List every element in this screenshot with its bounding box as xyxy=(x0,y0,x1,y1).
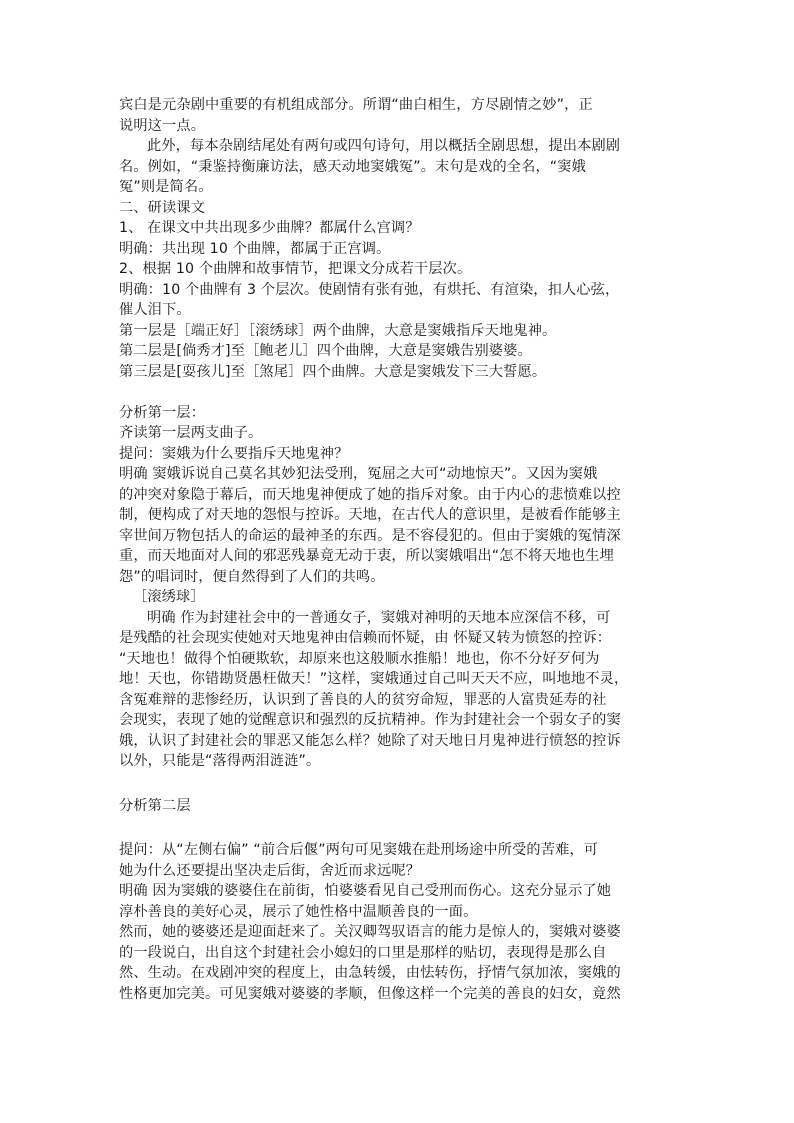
answer-line: 明确：10 个曲牌有 3 个层次。使剧情有张有弛，有烘托、有渲染，扣人心弦， xyxy=(119,281,620,298)
layer-line: 第三层是[耍孩儿]至［煞尾］四个曲牌。大意是窦娥发下三大誓愿。 xyxy=(119,363,547,380)
answer-line: 明确 因为窦娥的婆婆住在前街，怕婆婆看见自己受刑而伤心。这充分显示了她 xyxy=(119,883,612,899)
spacer xyxy=(119,382,679,403)
paragraph-line: 然而，她的婆婆还是迎面赶来了。关汉卿驾驭语言的能力是惊人的，窦娥对婆婆 xyxy=(119,924,621,940)
answer-line: 淳朴善良的美好心灵，展示了她性格中温顺善良的一面。 xyxy=(119,903,478,920)
answer-line: 地！天也，你错勘贤愚枉做天！”这样，窦娥通过自己叫天天不应，叫地地不灵， xyxy=(119,671,629,687)
spacer xyxy=(119,772,679,796)
answer-line: 催人泪下。 xyxy=(119,302,191,318)
answer-line: 明确 窦娥诉说自己莫名其妙犯法受刑，冤屈之大可“动地惊天”。又因为窦娥 xyxy=(119,466,598,482)
paragraph-line: 此外，每本杂剧结尾处有两句或四句诗句，用以概括全剧思想，提出本剧剧 xyxy=(147,138,621,154)
question-line: 提问：从“左侧右偏” “前合后偃”两句可见窦娥在赴刑场途中所受的苦难，可 xyxy=(119,842,599,858)
paragraph-line: 的一段说白，出自这个封建社会小媳妇的口里是那样的贴切，表现得是那么自 xyxy=(119,944,607,961)
answer-line: 怨”的唱词时，便自然得到了人们的共鸣。 xyxy=(119,568,385,585)
paragraph-line: 说明这一点。 xyxy=(119,117,206,134)
question-line: 她为什么还要提出坚决走后街，舍近而求远呢？ xyxy=(119,862,421,879)
question-line: 2、根据 10 个曲牌和故事情节，把课文分成若干层次。 xyxy=(119,261,472,277)
paragraph-line: 宾白是元杂剧中重要的有机组成部分。所谓“曲白相生，方尽剧情之妙”，正 xyxy=(119,97,593,113)
tune-heading: ［滚绣球］ xyxy=(133,589,205,605)
answer-line: 含冤难辩的悲惨经历，认识到了善良的人的贫穷命短，罪恶的人富贵延寿的社 xyxy=(119,691,607,708)
question-line: 1、 在课文中共出现多少曲牌？都属什么宫调？ xyxy=(119,220,420,236)
answer-line: 制，便构成了对天地的怨恨与控诉。天地，在古代人的意识里，是被看作能够主 xyxy=(119,507,621,523)
paragraph-line: 然、生动。在戏剧冲突的程度上，由急转缓，由怯转伤，抒情气氛加浓，窦娥的 xyxy=(119,965,621,981)
document-page xyxy=(119,95,679,1004)
question-line: 提问：窦娥为什么要指斥天地鬼神？ xyxy=(119,445,349,462)
section-heading: 分析第一层： xyxy=(119,404,206,421)
answer-line: 明确：共出现 10 个曲牌，都属于正宫调。 xyxy=(119,240,391,257)
answer-line: 会现实，表现了她的觉醒意识和强烈的反抗精神。作为封建社会一个弱女子的窦 xyxy=(119,712,621,728)
answer-line: 的冲突对象隐于幕后，而天地鬼神便成了她的指斥对象。由于内心的悲愤难以控 xyxy=(119,486,621,503)
paragraph-line: 性格更加完美。可见窦娥对婆婆的孝顺，但像这样一个完美的善良的妇女，竟然 xyxy=(119,985,621,1002)
section-heading: 二、研读课文 xyxy=(119,199,206,216)
paragraph-line: 齐读第一层两支曲子。 xyxy=(119,425,263,441)
answer-line: 以外，只能是“落得两泪涟涟”。 xyxy=(119,753,321,769)
paragraph-line: 冤”则是简名。 xyxy=(119,179,213,195)
spacer xyxy=(119,816,679,840)
answer-line: 宰世间万物包括人的命运的最神圣的东西。是不容侵犯的。但由于窦娥的冤情深 xyxy=(119,527,621,544)
paragraph-line: 名。例如，“秉鉴持衡廉访法，感天动地窦娥冤”。末句是戏的全名，“窦娥 xyxy=(119,158,586,175)
layer-line: 第一层是［端正好］［滚绣球］两个曲牌，大意是窦娥指斥天地鬼神。 xyxy=(119,322,557,339)
layer-line: 第二层是[倘秀才]至［鲍老儿］四个曲牌，大意是窦娥告别婆婆。 xyxy=(119,343,532,359)
answer-line: 娥，认识了封建社会的罪恶又能怎么样？她除了对天地日月鬼神进行愤怒的控诉 xyxy=(119,732,621,749)
quote-line: “天地也！做得个怕硬欺软，却原来也这般顺水推船！地也，你不分好歹何为 xyxy=(119,650,600,667)
section-heading: 分析第二层 xyxy=(119,797,191,814)
answer-line: 明确 作为封建社会中的一普通女子，窦娥对神明的天地本应深信不移，可 xyxy=(147,609,611,626)
answer-line: 重，而天地面对人间的邪恶残暴竟无动于衷，所以窦娥唱出“怎不将天地也生埋 xyxy=(119,548,614,564)
answer-line: 是残酷的社会现实使她对天地鬼神由信赖而怀疑，由 怀疑又转为愤怒的控诉： xyxy=(119,630,612,646)
